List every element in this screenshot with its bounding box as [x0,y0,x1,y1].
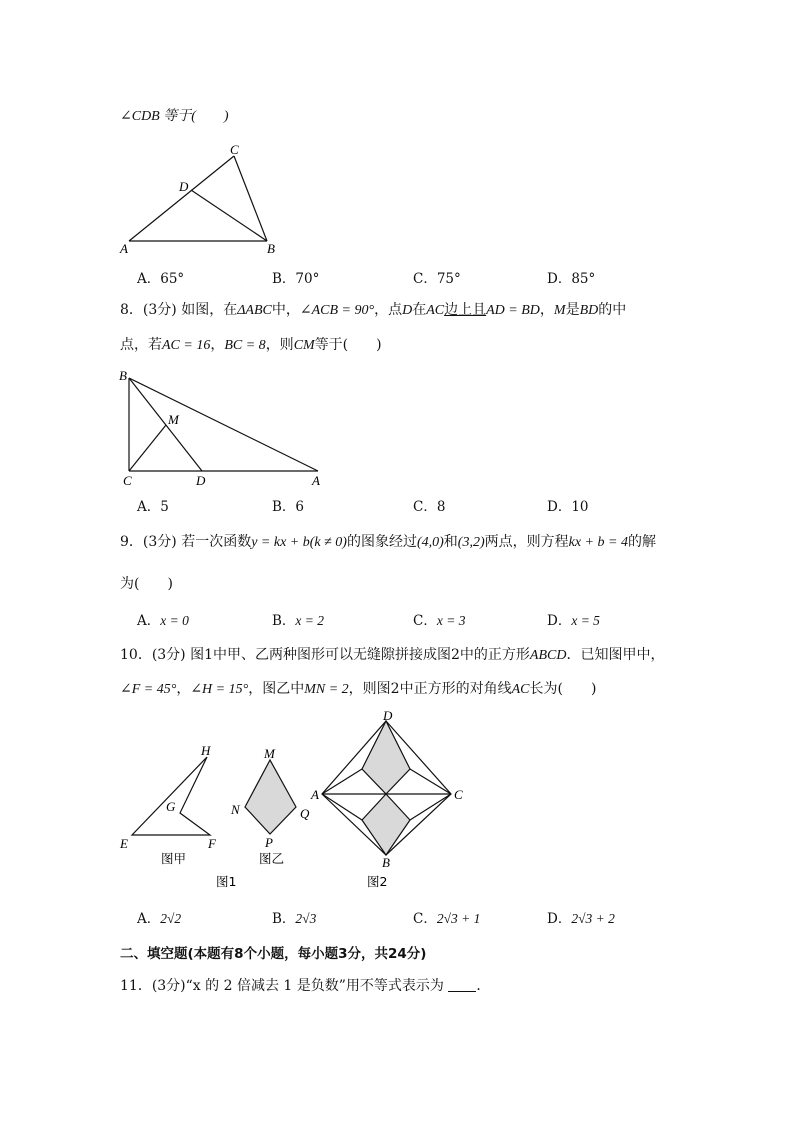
q9-option-c[interactable]: C．x = 3 [413,613,466,629]
q10-sq-label-a: A [311,787,319,802]
q8-option-d[interactable]: D．10 [547,499,589,515]
q8-stem-line2: 点，若AC = 16，BC = 8，则CM等于( ) [120,337,382,353]
q8-label-m: M [168,412,179,427]
q10-sq-upper-rhombus [362,721,410,794]
q9-option-b[interactable]: B．x = 2 [272,613,325,629]
q7-label-a: A [120,241,128,256]
q7-option-d[interactable]: D．85° [547,271,596,287]
q7-figure [116,140,296,265]
q10-caption-fig1: 图1 [216,874,237,889]
q9-option-a[interactable]: A．x = 0 [137,613,189,629]
q9-option-d[interactable]: D．x = 5 [547,613,600,629]
q10-sq-label-c: C [454,787,463,802]
q8-side-ba [129,378,318,471]
q10-yi-label-m: M [264,746,275,761]
q10-seg-a-up [322,769,362,794]
q11-stem: 11．(3分)“x 的 2 倍减去 1 是负数”用不等式表示为 ． [120,978,491,994]
q10-yi-label-n: N [231,802,240,817]
q7-side-ac [129,156,234,241]
q10-option-c[interactable]: C．2√3 + 1 [413,911,481,927]
q7-seg-db [191,190,267,241]
q10-caption-fig2: 图2 [367,874,388,889]
q9-stem-line2: 为( ) [120,576,173,592]
q10-stem-line2: ∠F = 45°，∠H = 15°，图乙中MN = 2，则图2中正方形的对角线AC长为( ) [120,681,597,697]
q10-sq-label-b: B [382,855,390,870]
q10-figure [112,710,472,890]
q7-option-b[interactable]: B．70° [272,271,320,287]
q8-option-b[interactable]: B．6 [272,499,305,515]
q8-stem-line1: 8．(3分) 如图，在ΔABC中，∠ACB = 90°，点D在AC边上且AD = BD，M是BD的中 [120,302,627,318]
q10-seg-c-down [410,794,451,820]
section2-title: 二、填空题(本题有8个小题，每小题3分，共24分) [120,946,427,962]
q10-seg-c-up [410,769,451,794]
q7-option-c[interactable]: C．75° [413,271,461,287]
q8-label-d: D [196,473,206,488]
q10-option-b[interactable]: B．2√3 [272,911,317,927]
q8-label-c: C [123,473,132,488]
q10-jia-label-h: H [201,743,211,758]
q11-answer-blank[interactable] [448,977,476,992]
q7-label-d: D [179,179,189,194]
q10-caption-yi: 图乙 [259,851,285,866]
q7-label-b: B [267,241,275,256]
q10-sq-label-d: D [383,710,393,723]
q10-caption-jia: 图甲 [161,851,187,866]
q8-option-a[interactable]: A．5 [137,499,169,515]
q10-yi-label-p: P [265,835,273,850]
q10-fig-2 [322,721,451,855]
q10-sq-lower-rhombus [362,794,410,855]
q8-figure [112,364,327,489]
q10-option-a[interactable]: A．2√2 [137,911,182,927]
q9-stem-line1: 9．(3分) 若一次函数y = kx + b(k ≠ 0)的图象经过(4,0)和(3,2)两点，则方程kx + b = 4的解 [120,534,656,550]
q7-label-c: C [230,142,239,157]
q10-jia-label-e: E [120,836,128,851]
q8-option-c[interactable]: C．8 [413,499,446,515]
q10-seg-a-down [322,794,362,820]
q8-seg-cm [129,425,166,471]
q7-stem: ∠CDB 等于( ) [120,109,229,124]
q10-yi-label-q: Q [300,806,310,821]
q10-jia-label-f: F [208,836,216,851]
q10-yi-shape [245,760,296,834]
q10-stem-line1: 10．(3分) 图1中甲、乙两种图形可以无缝隙拼接成图2中的正方形ABCD．已知图甲中， [120,647,665,663]
q8-label-a: A [312,473,320,488]
q10-fig-jia [132,757,210,835]
q10-jia-shape [132,757,210,835]
q7-option-a[interactable]: A．65° [137,271,185,287]
q10-jia-label-g: G [166,799,176,814]
q7-side-cb [234,156,267,241]
q10-option-d[interactable]: D．2√3 + 2 [547,911,615,927]
q8-label-b: B [119,368,127,383]
